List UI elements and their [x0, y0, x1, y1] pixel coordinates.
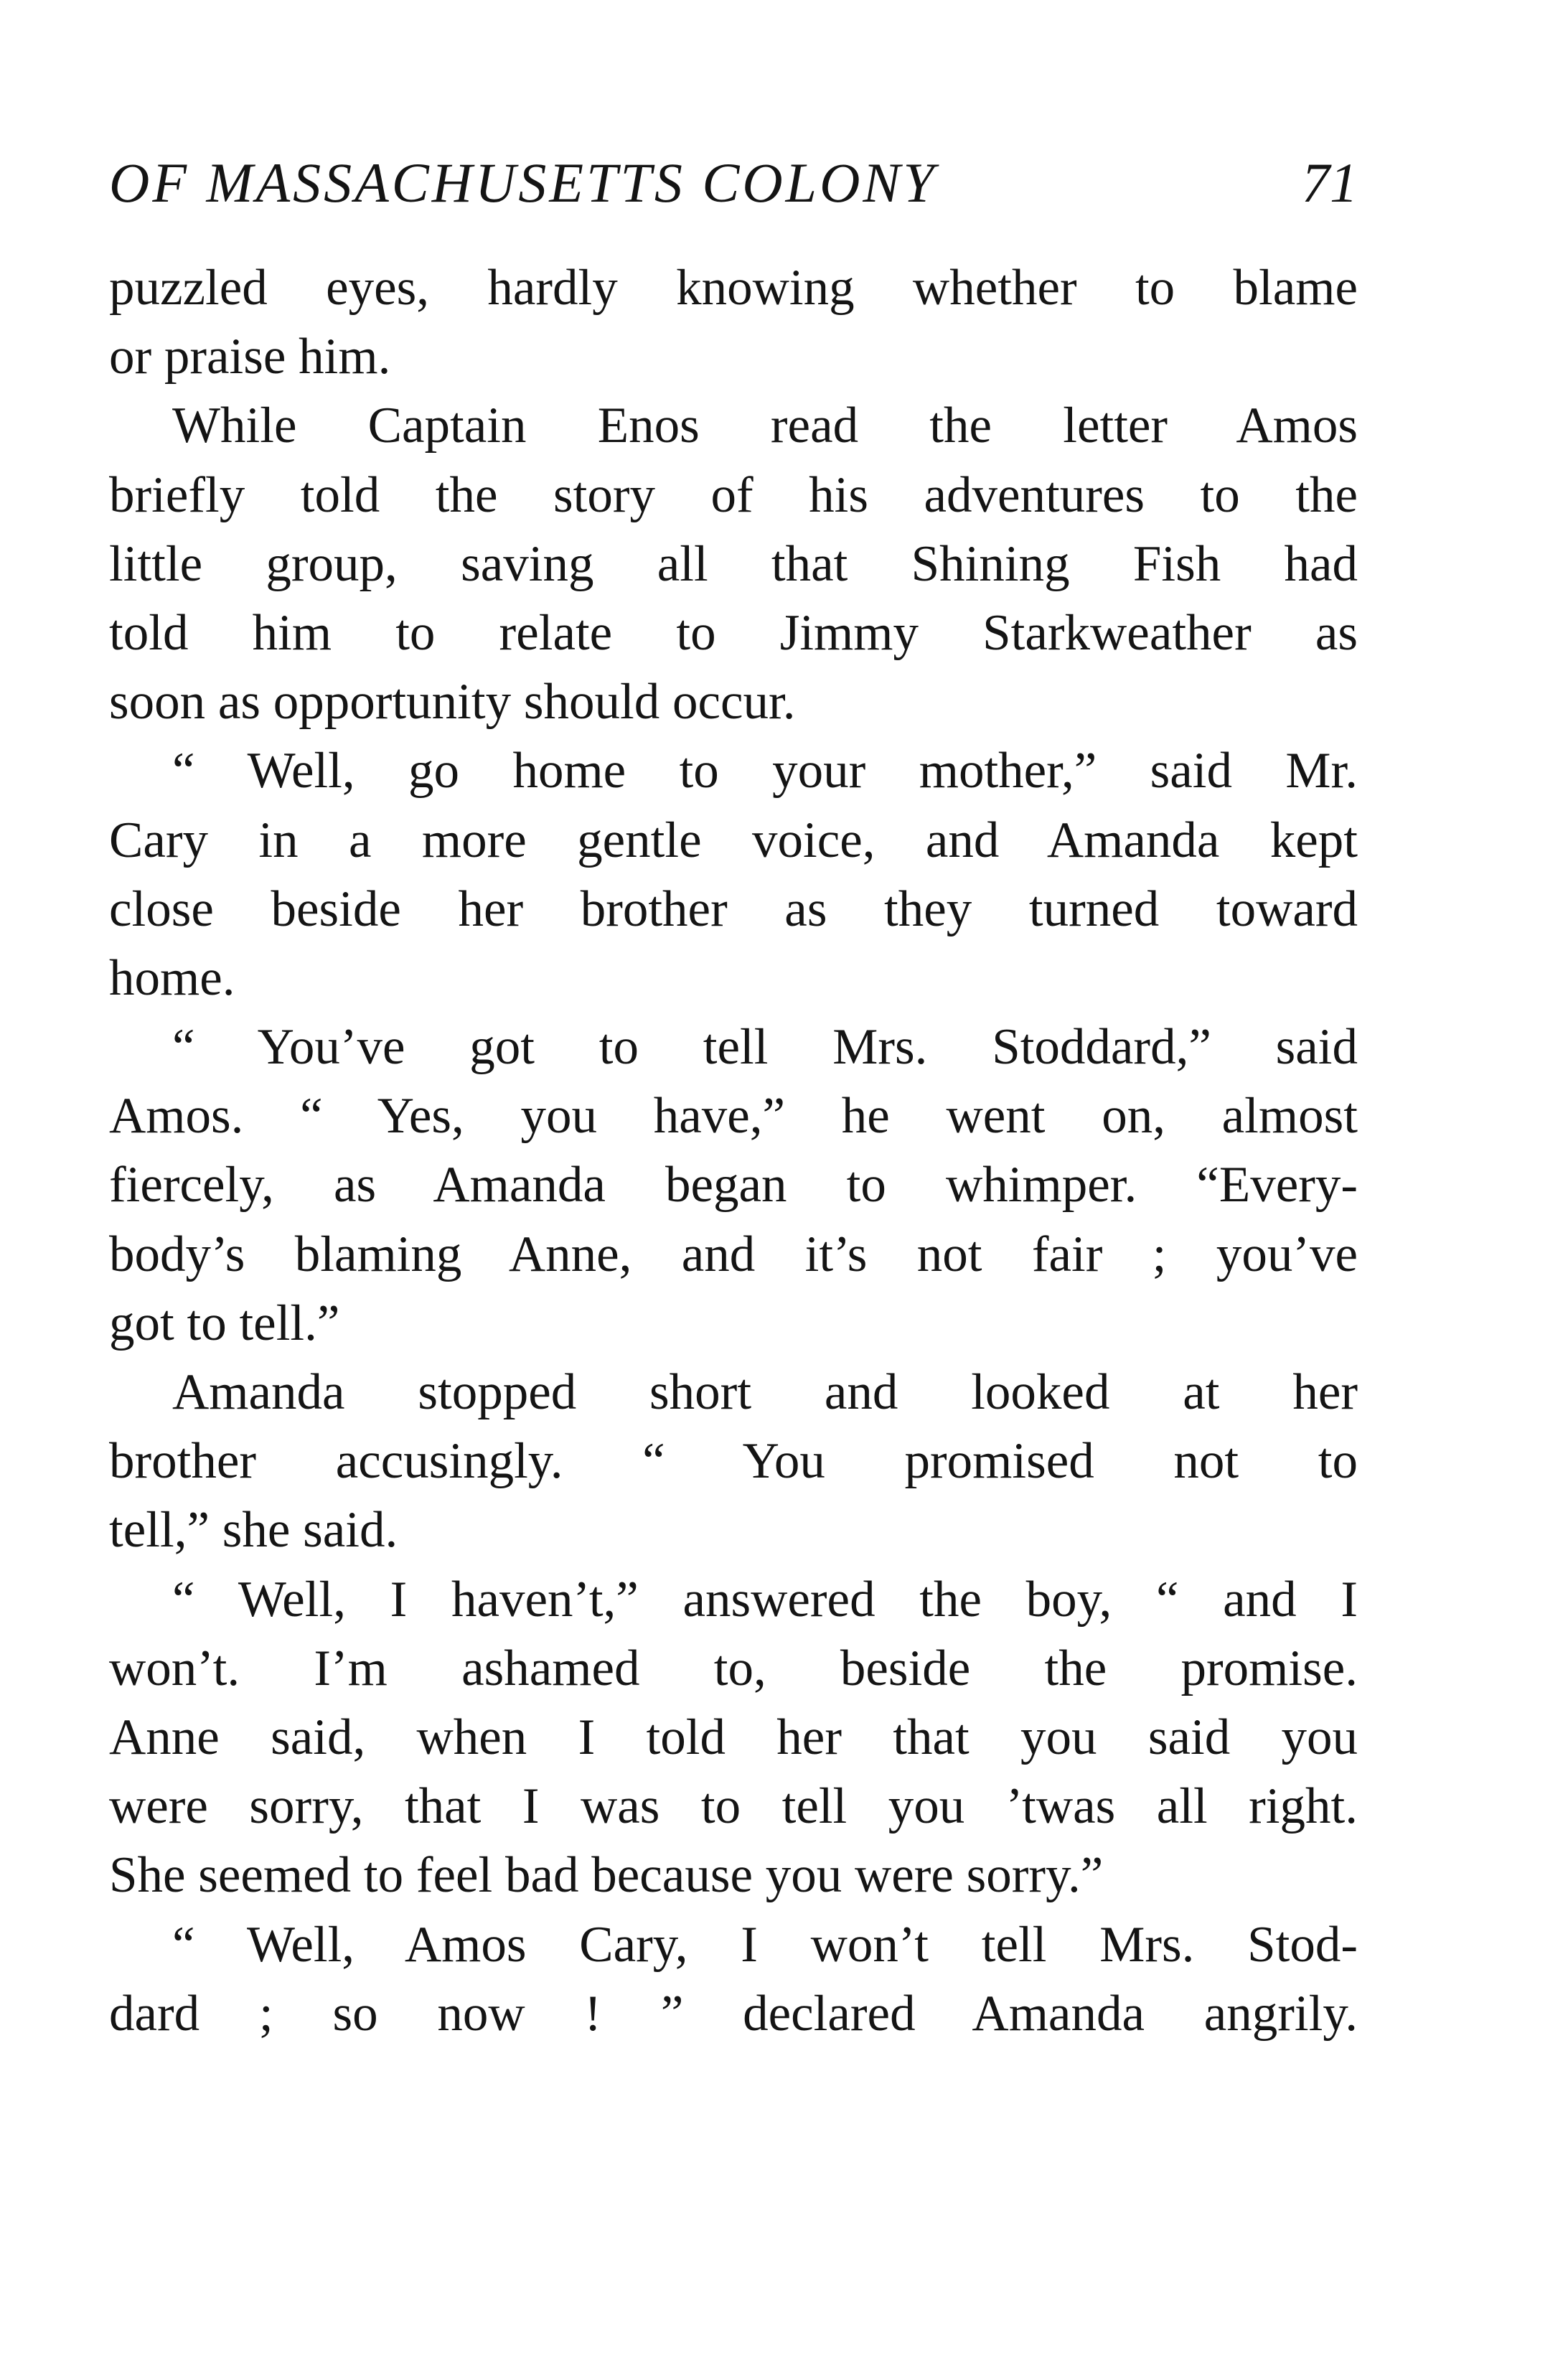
text-line: Amanda stopped short and looked at her [172, 1364, 1358, 1420]
text-line: tell,” she said. [109, 1502, 398, 1559]
body-text [109, 253, 1358, 2048]
page-header [109, 151, 1358, 237]
running-head: OF MASSACHUSETTS COLONY [109, 151, 937, 214]
text-line: “ Well, Amos Cary, I won’t tell Mrs. Stod- [172, 1916, 1358, 1973]
text-line: briefly told the story of his adventures to the [109, 466, 1358, 523]
text-line: soon as opportunity should occur. [109, 674, 796, 731]
text-line: fiercely, as Amanda began to whimper. “Every- [109, 1157, 1358, 1213]
text-line: While Captain Enos read the letter Amos [172, 398, 1358, 454]
text-line: She seemed to feel bad because you were sorry.” [109, 1847, 1104, 1904]
page-number: 71 [1302, 151, 1358, 214]
text-line: were sorry, that I was to tell you ’twas all right. [109, 1778, 1358, 1835]
text-line: dard ; so now ! ” declared Amanda angrily. [109, 1985, 1358, 2042]
text-line: got to tell.” [109, 1295, 340, 1351]
text-line: little group, saving all that Shining Fish had [109, 535, 1358, 592]
text-line: home. [109, 949, 235, 1006]
text-line: won’t. I’m ashamed to, beside the promise. [109, 1640, 1358, 1696]
text-line: “ Well, I haven’t,” answered the boy, “ and I [172, 1571, 1358, 1628]
text-line: brother accusingly. “ You promised not to [109, 1433, 1358, 1490]
text-line: close beside her brother as they turned toward [109, 881, 1358, 937]
text-line: Anne said, when I told her that you said you [109, 1709, 1358, 1765]
text-line: told him to relate to Jimmy Starkweather as [109, 604, 1358, 661]
text-line: puzzled eyes, hardly knowing whether to blame [109, 260, 1358, 316]
text-line: Amos. “ Yes, you have,” he went on, almost [109, 1088, 1358, 1145]
text-line: “ Well, go home to your mother,” said Mr. [172, 743, 1358, 799]
text-line: or praise him. [109, 329, 391, 385]
text-line: Cary in a more gentle voice, and Amanda kept [109, 812, 1358, 868]
text-line: “ You’ve got to tell Mrs. Stoddard,” said [172, 1019, 1358, 1076]
text-line: body’s blaming Anne, and it’s not fair ; you’ve [109, 1226, 1358, 1282]
